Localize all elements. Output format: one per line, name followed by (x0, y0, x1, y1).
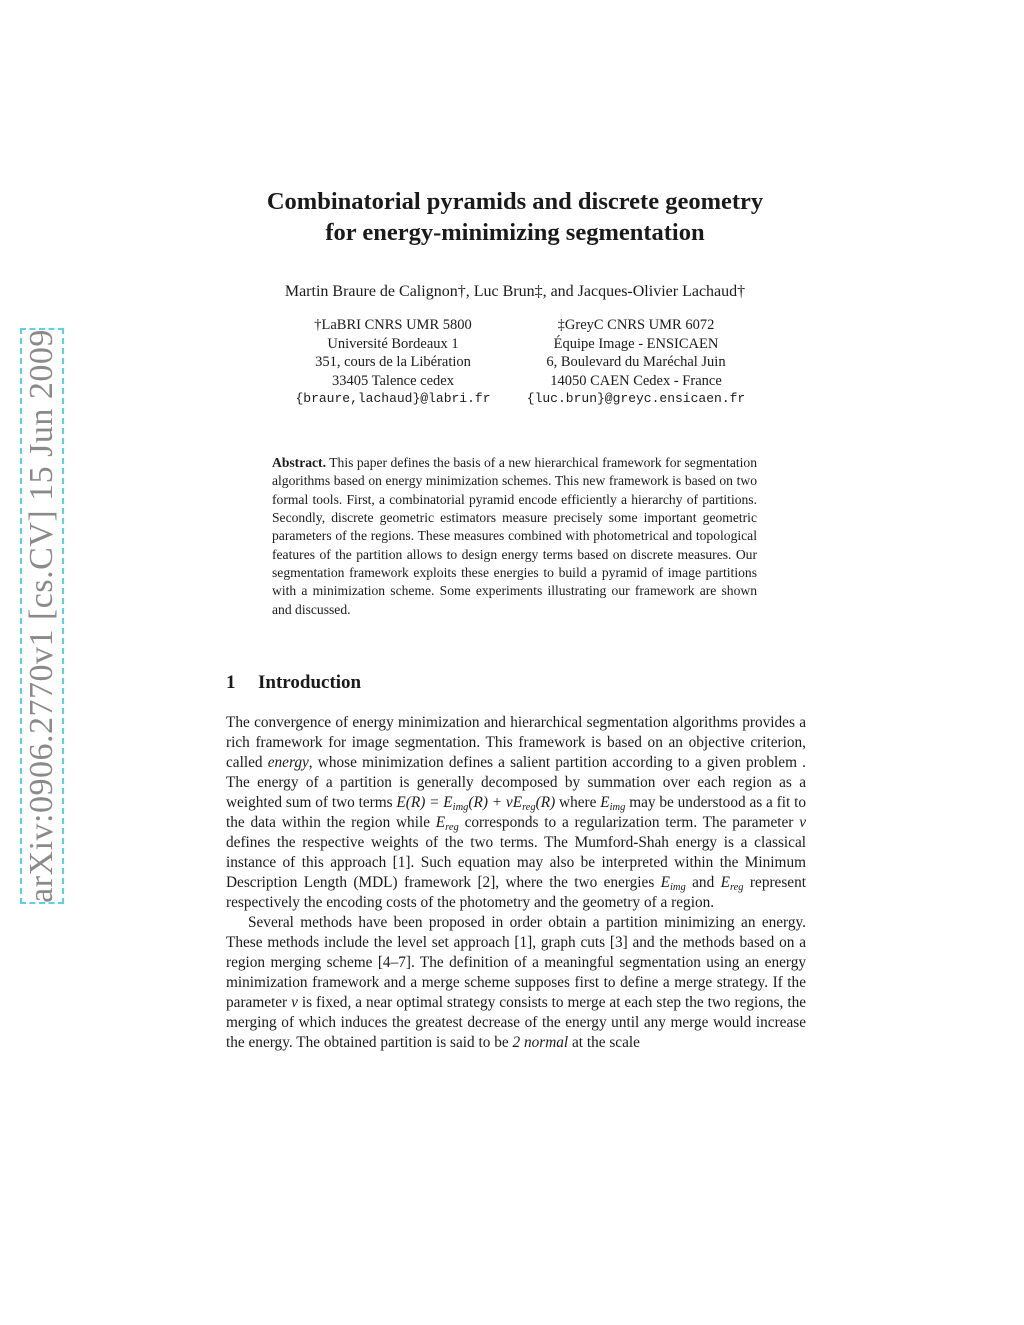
text-run: represent respectively the encoding costs of the photometry and the geometry of a region. (226, 874, 806, 911)
title-line-1: Combinatorial pyramids and discrete geometry (266, 188, 764, 215)
affiliation-greyc (511, 316, 761, 409)
math-run: E (720, 874, 730, 891)
inline-math: ν (291, 994, 298, 1011)
text-run: , whose minimization defines a salient partition according to a given problem . The energy of a partition is generally decomposed by summation over each region as a weighted sum of two terms (226, 754, 807, 811)
inline-math (396, 794, 555, 811)
emphasis: energy (267, 754, 309, 771)
text-run: defines the respective weights of the two terms. The Mumford-Shah energy is a classical instance of this approach [1]. Such equation may also be interpreted within the Minimum Description Length (MDL) framework [2], where the two energies (226, 834, 806, 891)
arxiv-identifier: arXiv:0906.2770v1 [cs.CV] 15 Jun 2009 (23, 329, 60, 903)
math-run: E (660, 874, 671, 891)
text-run: may be understood as a fit to the data within the region while (226, 794, 806, 831)
affiliation-line: 33405 Talence cedex (332, 372, 454, 389)
section-title: Introduction (258, 672, 362, 693)
math-subscript: reg (729, 882, 744, 893)
text-run: The convergence of energy minimization and hierarchical segmentation algorithms provides a rich framework for image segmentation. This framework is based on an objective criterion, called (226, 714, 806, 771)
affiliation-line: ‡GreyC CNRS UMR 6072 (557, 317, 715, 333)
math-subscript: img (670, 882, 686, 893)
text-run: where (555, 794, 601, 811)
affiliation-line: 14050 CAEN Cedex - France (550, 372, 722, 389)
math-run: (R) (535, 794, 556, 811)
text-run: at the scale (568, 1034, 640, 1051)
math-run: (R) + νE (468, 794, 523, 811)
text-run: and (685, 874, 721, 891)
text-run: corresponds to a regularization term. The parameter (458, 814, 800, 831)
math-run: E (600, 794, 610, 811)
abstract-text: This paper defines the basis of a new hierarchical framework for segmentation algorithms based on energy minimization schemes. This new framework is based on two formal tools. First, a combinatorial pyramid encode efficiently a hierarchy of partitions. Secondly, discrete geometric estimators measure precisely some important geometric parameters of the regions. These measures combined with photometrical and topological features of the partition allows to design energy terms based on discrete measures. Our segmentation framework exploits these energies to build a pyramid of image partitions with a minimization scheme. Some experiments illustrating our framework are shown and discussed. (272, 455, 757, 617)
text-run: Several methods have been proposed in order obtain a partition minimizing an energy. These methods include the level set approach [1], graph cuts [3] and the methods based on a region merging scheme [4–7]. The definition of a meaningful segmentation using an energy minimization framework and a merge scheme supposes first to define a merge strategy. If the parameter (226, 914, 806, 1011)
math-run: (R) = E (405, 794, 453, 811)
affiliation-line: 351, cours de la Libération (315, 354, 471, 370)
affiliation-line: Université Bordeaux 1 (327, 335, 459, 352)
math-subscript: img (452, 802, 469, 813)
affiliation-email: {luc.brun}@greyc.ensicaen.fr (526, 391, 746, 406)
text-run: is fixed, a near optimal strategy consists to merge at each step the two regions, the merging of which induces the greatest decrease of the energy until any merge would increase the energy. The obtained partition is said to be (226, 994, 807, 1051)
title-line-2: for energy-minimizing segmentation (325, 219, 705, 246)
affiliation-line: 6, Boulevard du Maréchal Juin (546, 354, 726, 370)
section-heading (226, 672, 361, 694)
math-run: E (435, 814, 446, 831)
inline-math (721, 874, 744, 891)
arxiv-stamp (20, 328, 64, 904)
section-number: 1 (226, 672, 236, 693)
affiliation-email: {braure,lachaud}@labri.fr (295, 391, 491, 406)
author-list: Martin Braure de Calignon†, Luc Brun‡, and Jacques-Olivier Lachaud† (284, 283, 746, 300)
body-text (226, 713, 806, 1053)
affiliation-labri (268, 316, 518, 409)
affiliation-line: †LaBRI CNRS UMR 5800 (314, 317, 472, 333)
math-subscript: img (609, 802, 626, 813)
inline-math (600, 794, 625, 811)
abstract (272, 454, 757, 619)
inline-math (661, 874, 686, 891)
paragraph (226, 913, 806, 1053)
abstract-label: Abstract. (272, 455, 326, 470)
affiliation-line: Équipe Image - ENSICAEN (553, 335, 719, 352)
math-subscript: reg (445, 822, 459, 833)
math-subscript: reg (522, 802, 536, 813)
paper-title (200, 186, 830, 248)
emphasis: 2 normal (512, 1034, 569, 1051)
paragraph (226, 713, 806, 913)
inline-math: ν (799, 814, 806, 831)
inline-math (436, 814, 459, 831)
math-run: E (396, 794, 406, 811)
